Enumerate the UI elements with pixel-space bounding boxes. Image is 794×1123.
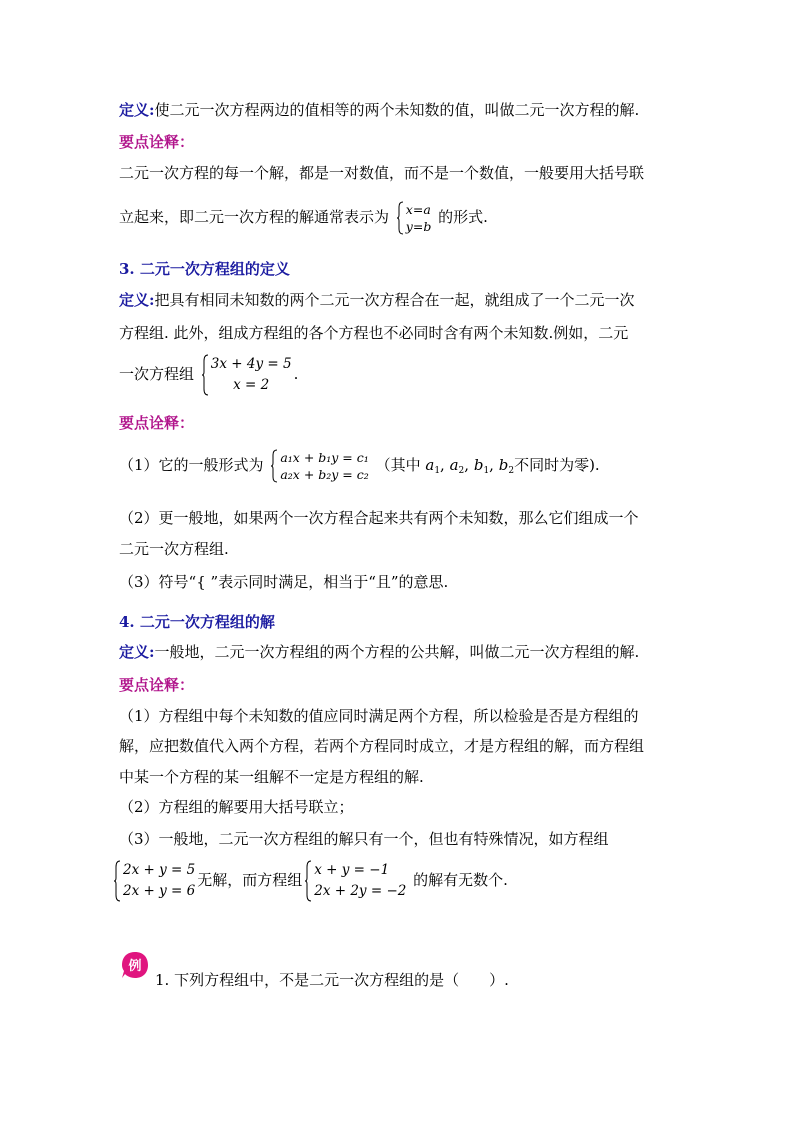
left-brace-icon xyxy=(270,449,278,483)
note-2: （2）方程组的解要用大括号联立； xyxy=(119,798,354,816)
system-definition-line-1: 定义:把具有相同未知数的两个二元一次方程合在一起，就组成了一个二元一次 xyxy=(119,291,635,309)
general-note-line-1: （2）更一般地，如果两个一次方程合起来共有两个未知数，那么它们组成一个 xyxy=(119,509,639,527)
note-line-2: 立起来，即二元一次方程的解通常表示为 x=a y=b 的形式. xyxy=(119,202,488,234)
system-solution-definition: 定义:一般地，二元一次方程组的两个方程的公共解，叫做二元一次方程组的解. xyxy=(119,643,640,661)
definition-label: 定义: xyxy=(119,101,155,119)
definition-text: 使二元一次方程两边的值相等的两个未知数的值，叫做二元一次方程的解. xyxy=(154,101,640,119)
example-question: 1. 下列方程组中，不是二元一次方程组的是（ ）. xyxy=(155,971,509,989)
coefficient-a1: $a_1$ xyxy=(425,456,441,476)
key-points-label: 要点诠释： xyxy=(119,414,195,432)
no-solution-system: 2x + y = 5 2x + y = 6 xyxy=(113,860,195,902)
system-definition-line-3: 一次方程组 3x + 4y = 5 x = 2 . xyxy=(119,354,298,396)
key-points-label: 要点诠释： xyxy=(119,133,195,151)
solution-form-system: x=a y=b xyxy=(396,201,432,235)
brace-symbol-note: （3）符号“{ ”表示同时满足，相当于“且”的意思. xyxy=(119,573,449,591)
coefficient-b2: $b_2$ xyxy=(498,456,515,476)
left-brace-icon xyxy=(113,860,121,902)
infinite-solution-system: x + y = −1 2x + 2y = −2 xyxy=(304,860,406,902)
coefficient-a2: $a_2$ xyxy=(449,456,465,476)
example-badge-label: 例 xyxy=(128,959,142,974)
example-badge-icon xyxy=(121,951,149,979)
general-form-system: a₁x + b₁y = c₁ a₂x + b₂y = c₂ xyxy=(270,449,368,483)
note-line-1: 二元一次方程的每一个解，都是一对数值，而不是一个数值，一般要用大括号联 xyxy=(119,164,645,182)
section-4-heading: 4. 二元一次方程组的解 xyxy=(119,613,275,631)
left-brace-icon xyxy=(201,354,209,396)
note-3-line-1: （3）一般地，二元一次方程组的解只有一个，但也有特殊情况，如方程组 xyxy=(119,830,609,848)
section-3-heading: 3. 二元一次方程组的定义 xyxy=(119,260,290,278)
left-brace-icon xyxy=(396,201,404,235)
general-note-line-2: 二元一次方程组. xyxy=(119,540,229,558)
system-definition-line-2: 方程组. 此外，组成方程组的各个方程也不必同时含有两个未知数.例如，二元 xyxy=(119,324,629,342)
note-1-line-1: （1）方程组中每个未知数的值应同时满足两个方程，所以检验是否是方程组的 xyxy=(119,707,639,725)
general-form-line: （1）它的一般形式为 a₁x + b₁y = c₁ a₂x + b₂y = c₂ （其中 $a_1$, $a_2$, $b_1$, $b_2$不同时为零). xyxy=(119,450,600,482)
solution-definition xyxy=(119,100,639,120)
coefficient-b1: $b_1$ xyxy=(473,456,490,476)
note-1-line-3: 中某一个方程的某一组解不一定是方程组的解. xyxy=(119,768,424,786)
key-points-label: 要点诠释： xyxy=(119,676,195,694)
left-brace-icon xyxy=(304,860,312,902)
example-system: 3x + 4y = 5 x = 2 xyxy=(201,354,292,396)
note-1-line-2: 解，应把数值代入两个方程，若两个方程同时成立，才是方程组的解，而方程组 xyxy=(119,737,645,755)
note-3-line-2: 2x + y = 5 2x + y = 6 无解，而方程组 x + y = −1 2x + 2y = −2 的解有无数个. xyxy=(111,860,508,902)
